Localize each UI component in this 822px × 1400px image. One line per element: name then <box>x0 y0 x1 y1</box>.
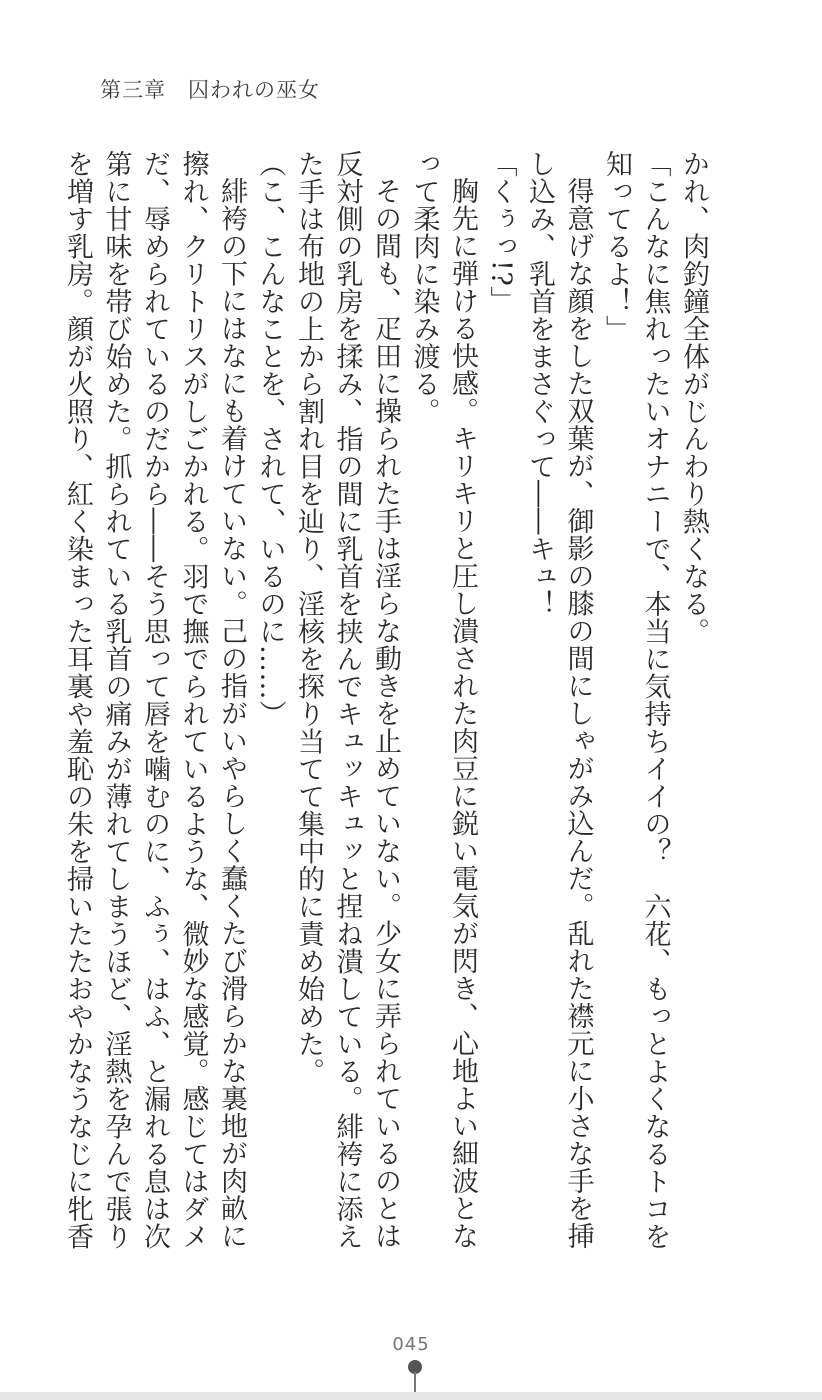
page-number: 045 <box>392 1334 430 1355</box>
text-line: 得意げな顔をした双葉が、御影の膝の間にしゃがみ込んだ。乱れた襟元に小さな手を挿 <box>562 177 594 1250</box>
text-line: 反対側の乳房を揉み、指の間に乳首を挟んでキュッキュッと捏ね潰している。緋袴に添え <box>331 150 363 1250</box>
text-line: た手は布地の上から割れ目を辿り、淫核を探り当てて集中的に責め始めた。 <box>293 150 324 1085</box>
text-line: し込み、乳首をまさぐって――キュ！ <box>524 150 555 618</box>
text-line: 「こんなに焦れったいオナニーで、本当に気持ちイイの？ 六花、もっとよくなるトコを <box>639 150 671 1250</box>
text-line: 緋袴の下にはなにも着けていない。己の指がいやらしく蠢くたび滑らかな裏地が肉畝に <box>216 177 247 1250</box>
text-line: 「くぅっ!?」 <box>485 150 517 314</box>
text-line: 知ってるよ！」 <box>601 150 632 343</box>
text-line: （こ、こんなことを、されて、いるのに……） <box>254 150 286 728</box>
text-line: だ、辱められているのだから――そう思って唇を噛むのに、ふぅ、はふ、と漏れる息は次 <box>139 150 170 1250</box>
body-text <box>62 150 712 1250</box>
text-line: を増す乳房。顔が火照り、紅く染まった耳裏や羞恥の朱を掃いたたおやかなうなじに牝香 <box>62 150 93 1250</box>
folio-stem <box>414 1372 416 1392</box>
bottom-rule <box>0 1392 822 1400</box>
text-line: かれ、肉釣鐘全体がじんわり熱くなる。 <box>678 150 709 645</box>
text-line: その間も、疋田に操られた手は淫らな動きを止めていない。少女に弄られているのとは <box>370 177 401 1250</box>
running-head: 第三章 囚われの巫女 <box>100 78 320 102</box>
text-line: 擦れ、クリトリスがしごかれる。羽で撫でられているような、微妙な感覚。感じてはダメ <box>177 150 209 1250</box>
text-line: 胸先に弾ける快感。キリキリと圧し潰された肉豆に鋭い電気が閃き、心地よい細波とな <box>447 177 478 1250</box>
text-line: 第に甘味を帯び始めた。抓られている乳首の痛みが薄れてしまうほど、淫熱を孕んで張り <box>100 150 132 1250</box>
text-line: って柔肉に染み渡る。 <box>408 150 440 425</box>
